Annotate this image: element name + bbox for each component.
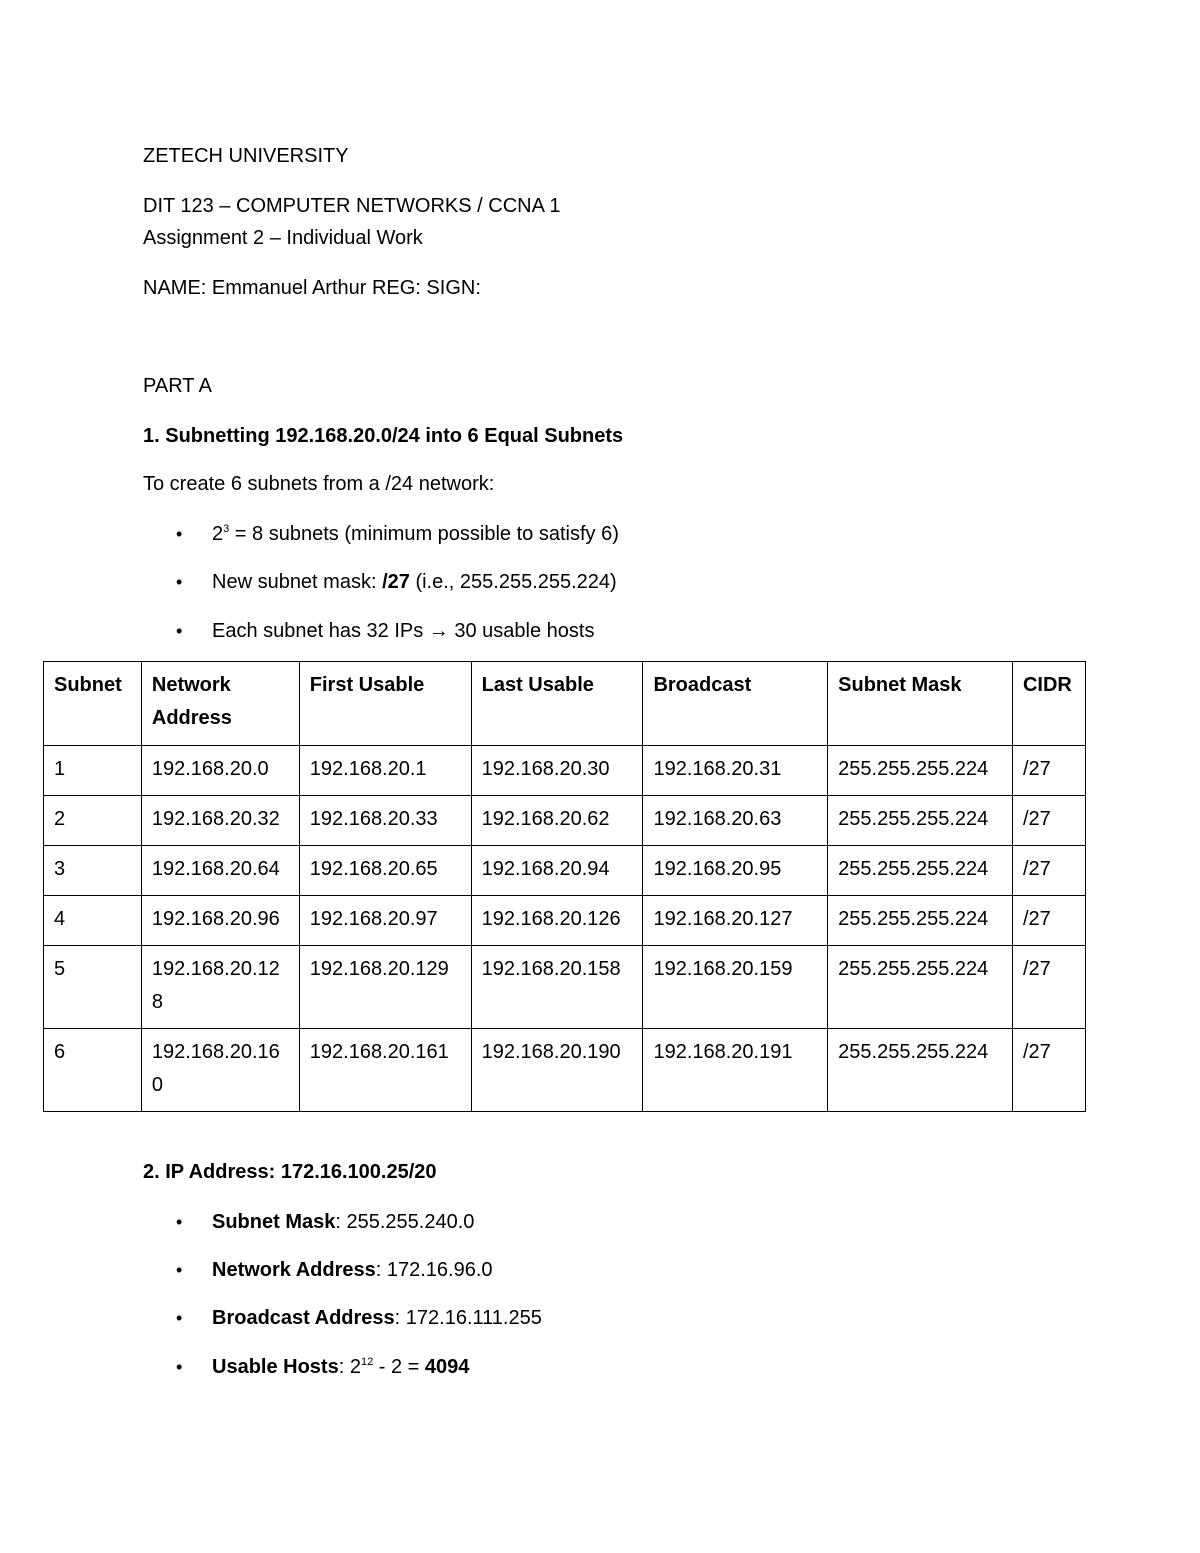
table-row bbox=[44, 896, 1086, 946]
table-cell: /27 bbox=[1012, 746, 1085, 796]
q1-heading: 1. Subnetting 192.168.20.0/24 into 6 Equal Subnets bbox=[143, 425, 624, 447]
table-cell: 192.168.20.126 bbox=[471, 896, 643, 946]
table-cell: 255.255.255.224 bbox=[828, 846, 1013, 896]
header-last-usable: Last Usable bbox=[471, 662, 643, 746]
table-cell: 1 bbox=[44, 746, 142, 796]
table-cell: 192.168.20.96 bbox=[141, 896, 299, 946]
table-cell: 255.255.255.224 bbox=[828, 746, 1013, 796]
bullet-icon: • bbox=[176, 572, 183, 592]
table-cell: 192.168.20.95 bbox=[643, 846, 828, 896]
table-row bbox=[44, 746, 1086, 796]
table-row bbox=[44, 846, 1086, 896]
bullet-icon: • bbox=[176, 1260, 183, 1280]
table-cell: 192.168.20.33 bbox=[299, 796, 471, 846]
part-a-title: PART A bbox=[143, 375, 212, 397]
table-cell: 192.168.20.65 bbox=[299, 846, 471, 896]
table-cell: 192.168.20.97 bbox=[299, 896, 471, 946]
table-cell: 192.168.20.128 bbox=[141, 946, 299, 1029]
table-cell: 192.168.20.191 bbox=[643, 1029, 828, 1112]
table-cell: 3 bbox=[44, 846, 142, 896]
table-cell: 255.255.255.224 bbox=[828, 946, 1013, 1029]
student-name-line: NAME: Emmanuel Arthur REG: SIGN: bbox=[143, 277, 481, 299]
header-broadcast: Broadcast bbox=[643, 662, 828, 746]
table-cell: 192.168.20.1 bbox=[299, 746, 471, 796]
header-first-usable: First Usable bbox=[299, 662, 471, 746]
course-title: DIT 123 – COMPUTER NETWORKS / CCNA 1 bbox=[143, 195, 561, 217]
table-cell: 192.168.20.31 bbox=[643, 746, 828, 796]
table-cell: 192.168.20.64 bbox=[141, 846, 299, 896]
table-cell: 192.168.20.32 bbox=[141, 796, 299, 846]
table-cell: 4 bbox=[44, 896, 142, 946]
bullet-icon: • bbox=[176, 1357, 183, 1377]
table-cell: 192.168.20.127 bbox=[643, 896, 828, 946]
table-cell: 255.255.255.224 bbox=[828, 796, 1013, 846]
table-cell: 192.168.20.129 bbox=[299, 946, 471, 1029]
bullet-icon: • bbox=[176, 1212, 183, 1232]
q2-heading: 2. IP Address: 172.16.100.25/20 bbox=[143, 1161, 437, 1183]
bullet-icon: • bbox=[176, 524, 183, 544]
table-cell: 192.168.20.190 bbox=[471, 1029, 643, 1112]
table-cell: 192.168.20.159 bbox=[643, 946, 828, 1029]
q1-intro: To create 6 subnets from a /24 network: bbox=[143, 473, 495, 495]
table-cell: 192.168.20.158 bbox=[471, 946, 643, 1029]
table-cell: 192.168.20.30 bbox=[471, 746, 643, 796]
table-cell: /27 bbox=[1012, 1029, 1085, 1112]
table-cell: /27 bbox=[1012, 796, 1085, 846]
table-cell: 192.168.20.94 bbox=[471, 846, 643, 896]
header-network-address: Network Address bbox=[141, 662, 299, 746]
assignment-title: Assignment 2 – Individual Work bbox=[143, 227, 423, 249]
table-cell: 192.168.20.161 bbox=[299, 1029, 471, 1112]
table-header-row bbox=[44, 662, 1086, 746]
table-cell: /27 bbox=[1012, 846, 1085, 896]
table-cell: 6 bbox=[44, 1029, 142, 1112]
header-subnet: Subnet bbox=[44, 662, 142, 746]
bullet-icon: • bbox=[176, 621, 183, 641]
table-cell: 192.168.20.63 bbox=[643, 796, 828, 846]
table-row bbox=[44, 946, 1086, 1029]
table-cell: 255.255.255.224 bbox=[828, 1029, 1013, 1112]
table-cell: 192.168.20.0 bbox=[141, 746, 299, 796]
table-row bbox=[44, 796, 1086, 846]
header-subnet-mask: Subnet Mask bbox=[828, 662, 1013, 746]
subnet-table bbox=[43, 661, 1086, 1112]
table-cell: 255.255.255.224 bbox=[828, 896, 1013, 946]
table-row bbox=[44, 1029, 1086, 1112]
table-cell: /27 bbox=[1012, 896, 1085, 946]
university-name: ZETECH UNIVERSITY bbox=[143, 145, 349, 167]
header-cidr: CIDR bbox=[1012, 662, 1085, 746]
table-cell: 5 bbox=[44, 946, 142, 1029]
document-page: ZETECH UNIVERSITY DIT 123 – COMPUTER NETWORKS / CCNA 1 Assignment 2 – Individual Work NAME: Emmanuel Arthur REG: SIGN: PART A 1. Subnetting 192.168.20.0/24 into 6 Equal Subnets To create 6 subnets from a /24 network: • $2^3 = 8$ subnets (minimum possible to satisfy 6) • New subnet mask: /27 (i.e., 255.255.255.224) • Each subnet has 32 IPs → 30 usable hosts Subnet Network Address First Usable Last Usable Broadcast Subnet Mask CIDR 1 192.168.20.0 192.168.20.1 192.168.20.30 192.168.20.31 255.255.255.224 /27 2 192.168.20.32 192.168.20.33 192.168.20.62 192.168.20.63 255.255.255.224 /27 3 192.168.20.64 192.168.20.65 192.168.20.94 192.168.20.95 255.255.255.224 /27 4 192.168.20.96 192.168.20.97 192.168.20.126 192.168.20.127 255.255.255.224 /27 5 192.168.20.128 192.168.20.129 192.168.20.158 192.168.20.159 255.255.255.224 /27 6 192.168.20.160 192.168.20.161 192.168.20.190 192.168.20.191 255.255.255.224 /27 2. IP Address: 172.16.100.25/20 • Subnet Mask: 255.255.240.0 • Network Address: 172.16.96.0 • Broadcast Address: 172.16.111.255 • Usable Hosts: $2^{12} - 2 = 4094$ bbox=[0, 0, 1200, 1553]
bullet-icon: • bbox=[176, 1308, 183, 1328]
table-cell: /27 bbox=[1012, 946, 1085, 1029]
table-cell: 192.168.20.160 bbox=[141, 1029, 299, 1112]
table-cell: 192.168.20.62 bbox=[471, 796, 643, 846]
table-cell: 2 bbox=[44, 796, 142, 846]
